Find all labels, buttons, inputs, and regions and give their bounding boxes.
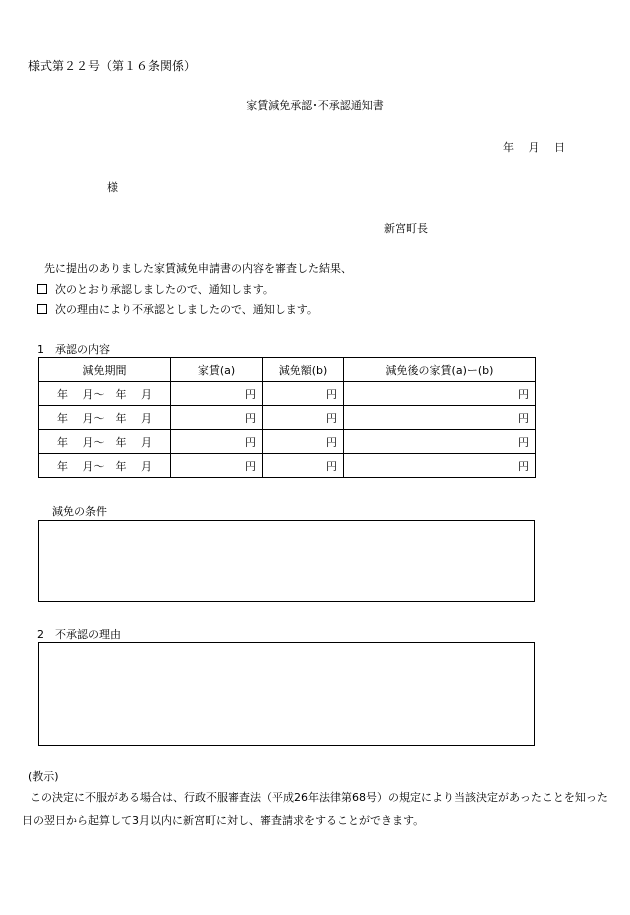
after-cell[interactable]: 円 (344, 430, 536, 454)
rent-cell[interactable]: 円 (171, 406, 263, 430)
period-cell[interactable]: 年 月～ 年 月 (39, 454, 171, 478)
approve-checkbox[interactable] (37, 284, 47, 294)
document-title: 家賃減免承認･不承認通知書 (246, 99, 384, 112)
issuer: 新宮町長 (384, 222, 428, 235)
table-row (39, 382, 536, 406)
section2-heading: 2 不承認の理由 (37, 628, 121, 641)
period-cell[interactable]: 年 月～ 年 月 (39, 382, 171, 406)
section1-heading: 1 承認の内容 (37, 343, 110, 356)
reduction-cell[interactable]: 円 (263, 430, 344, 454)
date-line: 年 月 日 (503, 141, 565, 154)
col-header-reduction: 減免額(b) (263, 358, 344, 382)
after-cell[interactable]: 円 (344, 382, 536, 406)
notice-text: この決定に不服がある場合は、行政不服審査法（平成26年法律第68号）の規定により当該決定があったことを知った日の翌日から起算して3月以内に新宮町に対し、審査請求をすることができます。 (22, 791, 608, 827)
reduction-cell[interactable]: 円 (263, 454, 344, 478)
conditions-heading: 減免の条件 (52, 505, 107, 518)
intro-text: 先に提出のありました家賃減免申請書の内容を審査した結果、 (44, 262, 352, 275)
col-header-period: 減免期間 (39, 358, 171, 382)
table-row (39, 430, 536, 454)
option-approve (37, 281, 274, 297)
period-cell[interactable]: 年 月～ 年 月 (39, 430, 171, 454)
conditions-box[interactable] (38, 520, 535, 602)
reduction-cell[interactable]: 円 (263, 406, 344, 430)
after-cell[interactable]: 円 (344, 406, 536, 430)
reject-checkbox[interactable] (37, 304, 47, 314)
notice-heading: (教示) (28, 770, 59, 783)
rent-cell[interactable]: 円 (171, 382, 263, 406)
rent-cell[interactable]: 円 (171, 454, 263, 478)
form-number: 様式第２２号（第１６条関係） (28, 59, 197, 73)
option-reject-label: 次の理由により不承認としましたので、通知します。 (55, 303, 318, 316)
addressee-suffix: 様 (107, 181, 118, 194)
rent-cell[interactable]: 円 (171, 430, 263, 454)
reduction-cell[interactable]: 円 (263, 382, 344, 406)
col-header-after: 減免後の家賃(a)ー(b) (344, 358, 536, 382)
col-header-rent: 家賃(a) (171, 358, 263, 382)
approval-table (38, 357, 536, 478)
table-row (39, 406, 536, 430)
option-approve-label: 次のとおり承認しましたので、通知します。 (55, 283, 274, 296)
table-row (39, 454, 536, 478)
period-cell[interactable]: 年 月～ 年 月 (39, 406, 171, 430)
table-header-row (39, 358, 536, 382)
rejection-reason-box[interactable] (38, 642, 535, 746)
after-cell[interactable]: 円 (344, 454, 536, 478)
option-reject (37, 301, 318, 317)
